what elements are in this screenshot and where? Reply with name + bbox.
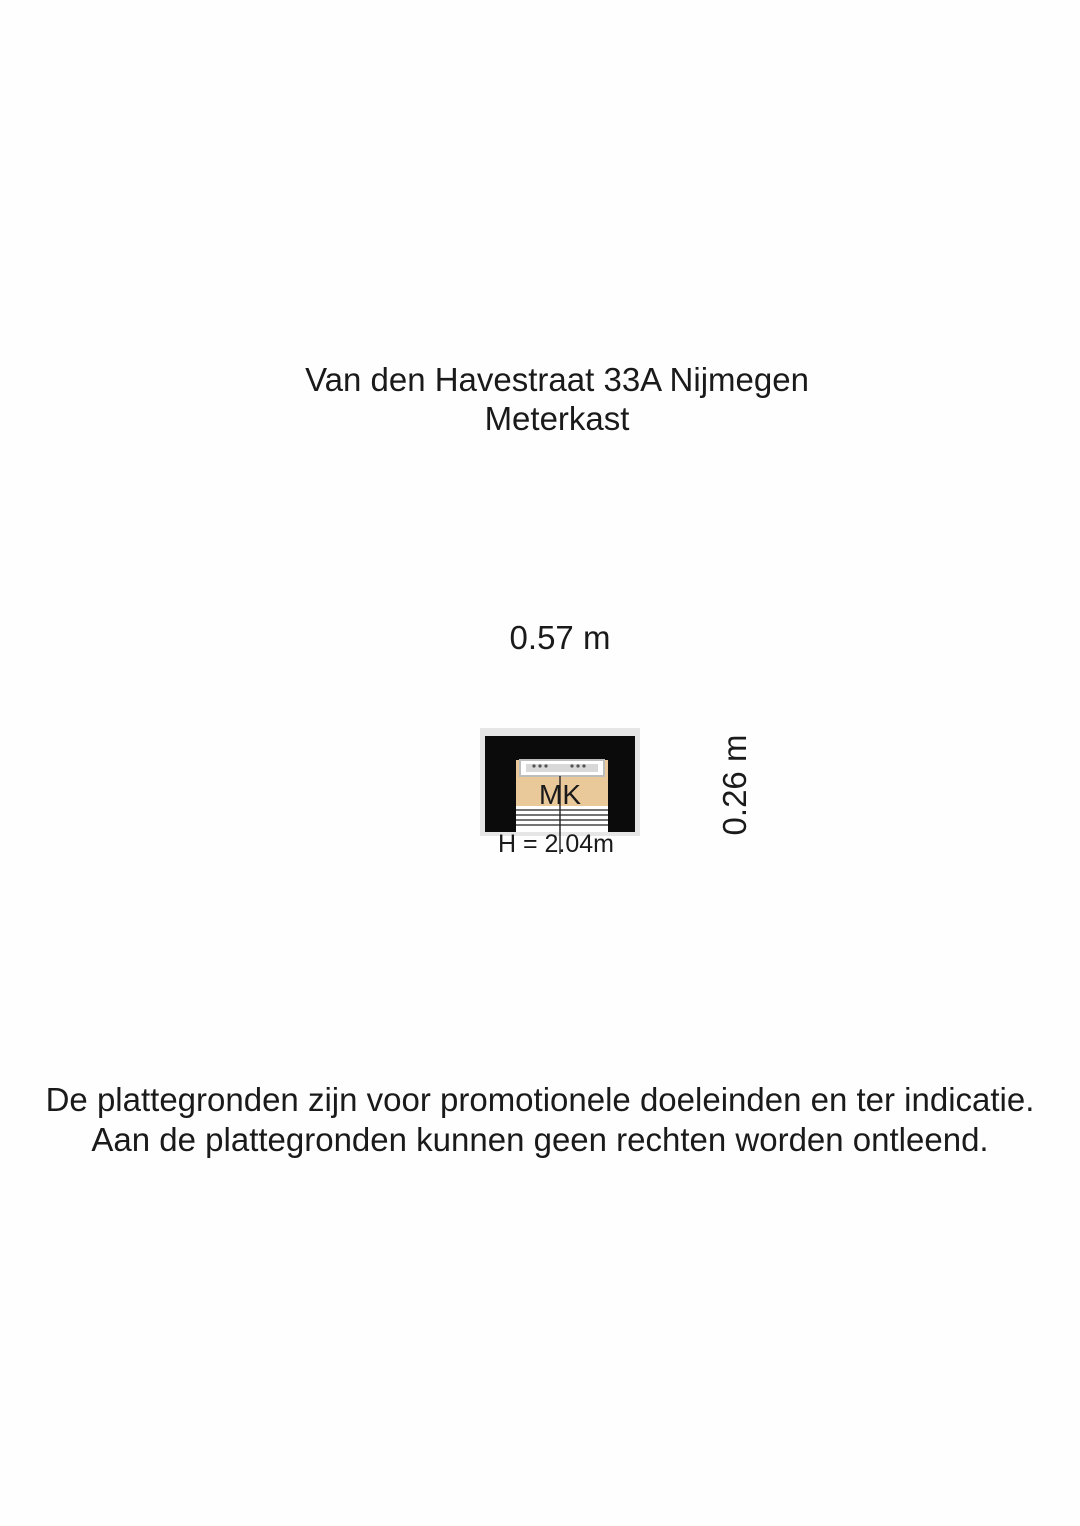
disclaimer	[0, 1080, 1080, 1160]
depth-dimension-label: 0.26 m	[716, 734, 753, 836]
floor-name: Meterkast	[484, 400, 630, 437]
title-block	[0, 360, 1080, 438]
room-label: MK	[539, 779, 581, 810]
room-height-label: H = 2.04m	[497, 830, 615, 858]
meter-dot	[570, 764, 573, 767]
meter-panel-inner	[526, 764, 598, 772]
meter-dot	[576, 764, 579, 767]
meter-dot	[582, 764, 585, 767]
meter-dot	[544, 764, 547, 767]
disclaimer-line-1: De plattegronden zijn voor promotionele doeleinden en ter indicatie.	[45, 1081, 1035, 1118]
meter-dot	[538, 764, 541, 767]
meter-dot	[532, 764, 535, 767]
width-dimension-label: 0.57 m	[509, 619, 611, 656]
address-title: Van den Havestraat 33A Nijmegen	[305, 361, 809, 398]
disclaimer-line-2: Aan de plattegronden kunnen geen rechten worden ontleend.	[91, 1121, 989, 1158]
